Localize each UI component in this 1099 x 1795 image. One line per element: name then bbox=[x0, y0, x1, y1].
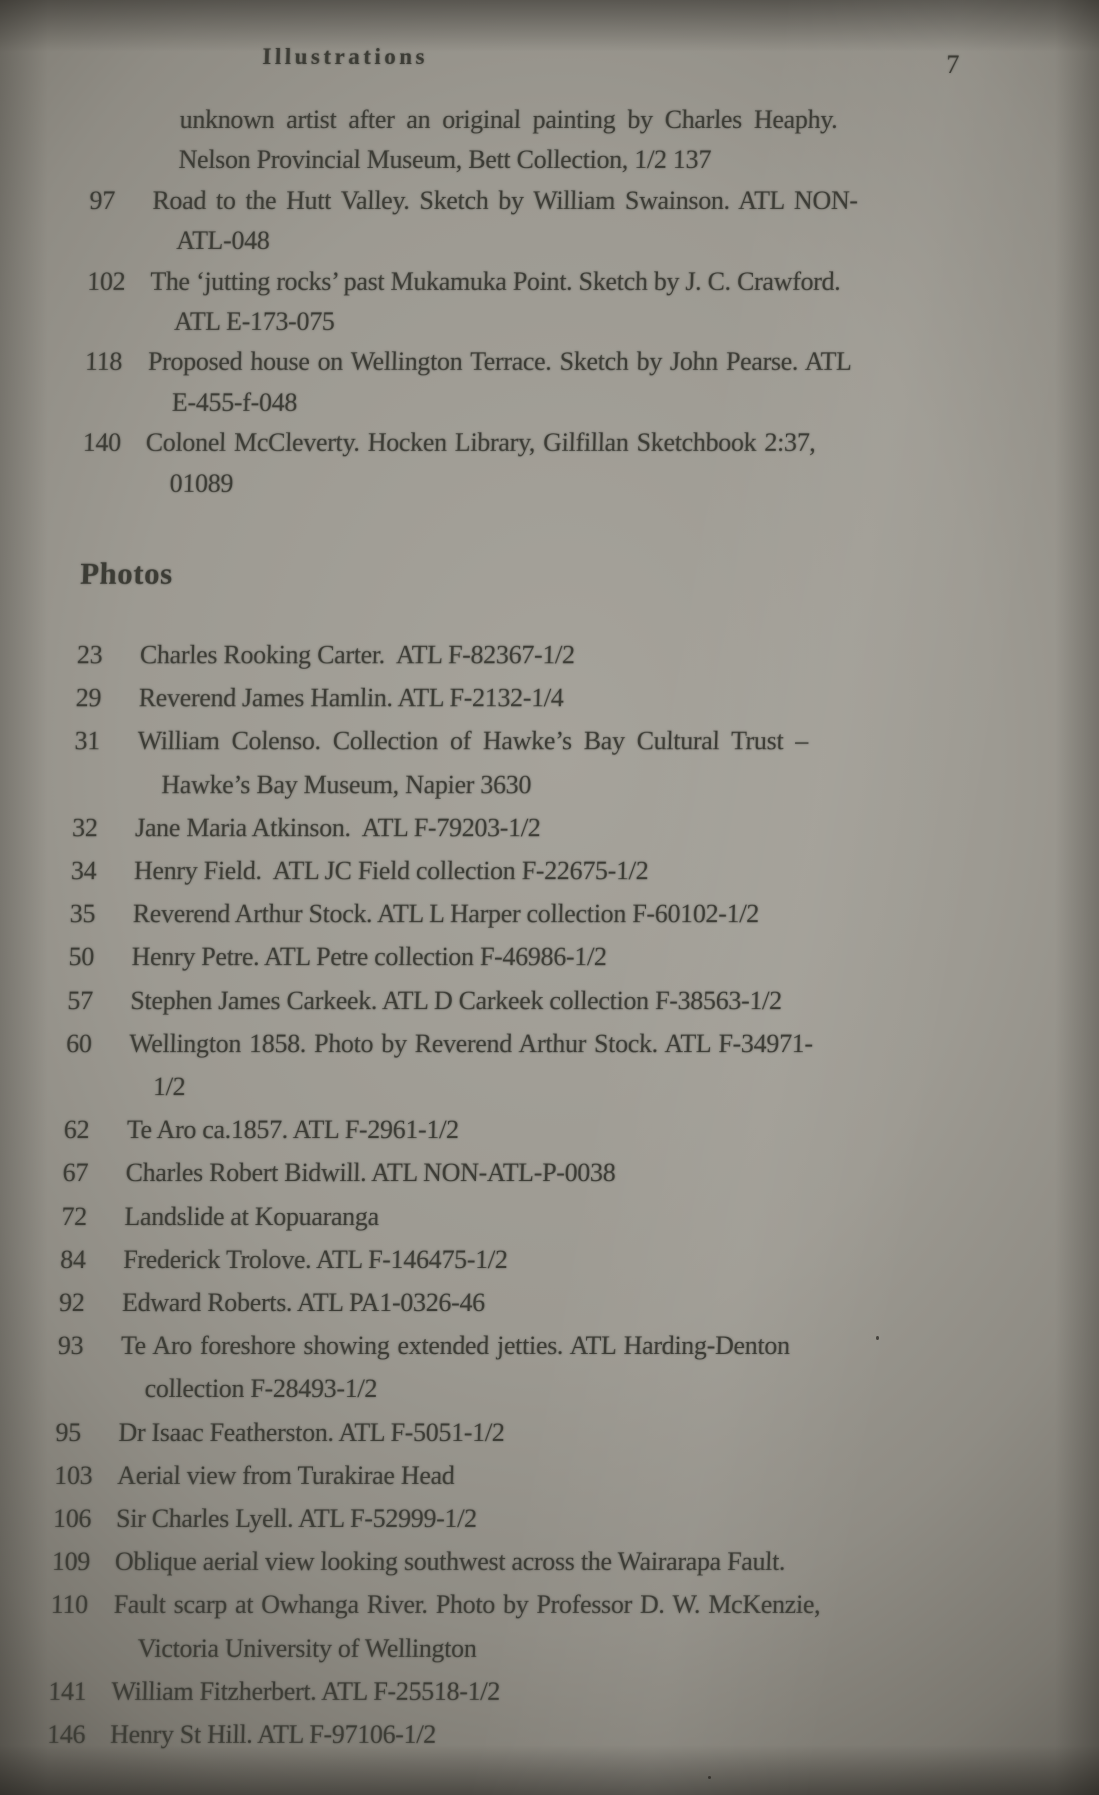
entry-line: ATL-048 bbox=[175, 226, 270, 256]
entry-line: E-455-f-048 bbox=[171, 387, 298, 417]
entry-text bbox=[114, 1540, 936, 1583]
entry-number: 103 bbox=[53, 1460, 93, 1490]
list-entry bbox=[53, 1497, 938, 1540]
entry-line: Reverend Arthur Stock. ATL L Harper collection F-60102-1/2 bbox=[132, 899, 760, 929]
entry-number: 29 bbox=[75, 683, 102, 713]
list-entry bbox=[90, 100, 976, 181]
entry-text bbox=[138, 676, 960, 719]
list-entry bbox=[70, 849, 955, 892]
entry-number: 146 bbox=[46, 1720, 86, 1750]
entry-text bbox=[118, 1411, 940, 1454]
entry-number: 102 bbox=[86, 266, 126, 296]
list-entry bbox=[75, 676, 960, 719]
entry-number: 31 bbox=[74, 726, 101, 756]
list-entry bbox=[56, 1324, 942, 1410]
entry-text bbox=[126, 1108, 948, 1151]
list-entry bbox=[48, 1670, 933, 1713]
entry-text bbox=[130, 979, 952, 1022]
entry-text bbox=[110, 1713, 932, 1756]
running-head: Illustrations bbox=[262, 44, 429, 69]
entry-line: Stephen James Carkeek. ATL D Carkeek collection F-38563-1/2 bbox=[130, 985, 783, 1015]
entry-number: 84 bbox=[59, 1244, 87, 1274]
entry-number: 35 bbox=[69, 899, 96, 929]
list-entry bbox=[63, 1108, 948, 1151]
list-entry bbox=[86, 262, 972, 343]
entry-number: 62 bbox=[63, 1115, 90, 1145]
entry-text bbox=[123, 1238, 945, 1281]
entry-text bbox=[135, 806, 957, 849]
entry-line: Sir Charles Lyell. ATL F-52999-1/2 bbox=[115, 1504, 478, 1534]
entry-line: Road to the Hutt Valley. Sketch by William Swainson. ATL NON- bbox=[152, 185, 859, 215]
entry-line: Proposed house on Wellington Terrace. Sketch by John Pearse. ATL bbox=[147, 347, 852, 377]
page-number: 7 bbox=[945, 50, 960, 79]
list-entry bbox=[51, 1540, 936, 1583]
entry-line: William Fitzherbert. ATL F-25518-1/2 bbox=[110, 1676, 501, 1706]
entry-line: Aerial view from Turakirae Head bbox=[116, 1460, 455, 1490]
entry-line: Dr Isaac Featherston. ATL F-5051-1/2 bbox=[118, 1417, 506, 1447]
list-entry bbox=[88, 181, 974, 262]
entry-number: 67 bbox=[62, 1158, 89, 1188]
entry-number: 106 bbox=[52, 1504, 92, 1534]
photos-list bbox=[0, 633, 1082, 1756]
entry-line: Te Aro ca.1857. ATL F-2961-1/2 bbox=[126, 1115, 460, 1145]
entry-number: 95 bbox=[55, 1417, 82, 1447]
entry-number: 23 bbox=[76, 640, 103, 669]
entry-line: Reverend James Hamlin. ATL F-2132-1/4 bbox=[138, 683, 564, 713]
entry-text bbox=[127, 1022, 950, 1108]
list-entry bbox=[55, 1411, 940, 1454]
entry-number: 93 bbox=[57, 1331, 84, 1361]
entry-text bbox=[139, 633, 961, 676]
entry-line: Hawke’s Bay Museum, Napier 3630 bbox=[160, 769, 532, 799]
entry-text bbox=[132, 892, 954, 935]
entry-number: 141 bbox=[47, 1676, 87, 1706]
entry-text bbox=[149, 262, 972, 343]
entry-line: The ‘jutting rocks’ past Mukamuka Point. Sketch by J. C. Crawford. bbox=[149, 266, 841, 296]
entry-line: Henry Petre. ATL Petre collection F-46986-1/2 bbox=[131, 942, 608, 972]
entry-line: Colonel McCleverty. Hocken Library, Gilfillan Sketchbook 2:37, bbox=[145, 428, 817, 458]
list-entry bbox=[73, 719, 959, 805]
list-entry bbox=[76, 633, 961, 676]
entry-text bbox=[136, 719, 959, 805]
entry-line: William Colenso. Collection of Hawke’s Bay Cultural Trust – bbox=[137, 726, 809, 756]
entry-number: 34 bbox=[70, 856, 97, 886]
list-entry bbox=[72, 806, 957, 849]
entry-line: Henry St Hill. ATL F-97106-1/2 bbox=[109, 1720, 437, 1750]
entry-number: 60 bbox=[65, 1028, 93, 1058]
entry-number: 97 bbox=[89, 185, 116, 215]
entry-number bbox=[90, 100, 155, 181]
entry-text bbox=[133, 849, 955, 892]
entry-number: 110 bbox=[50, 1590, 89, 1620]
entry-line: 1/2 bbox=[152, 1072, 186, 1102]
entry-line: unknown artist after an original painting by Charles Heaphy. bbox=[179, 105, 838, 134]
entry-number: 50 bbox=[68, 942, 95, 972]
list-entry bbox=[61, 1195, 946, 1238]
list-entry bbox=[81, 423, 967, 504]
entry-line: Landslide at Kopuaranga bbox=[124, 1201, 380, 1231]
entry-line: collection F-28493-1/2 bbox=[144, 1374, 378, 1404]
entry-line: Te Aro foreshore showing extended jetties. ATL Harding-Denton bbox=[120, 1331, 791, 1361]
entry-number: 92 bbox=[58, 1288, 85, 1318]
entry-number: 32 bbox=[71, 812, 98, 842]
entry-text bbox=[116, 1497, 938, 1540]
entry-line: Frederick Trolove. ATL F-146475-1/2 bbox=[122, 1244, 508, 1274]
entry-line: Fault scarp at Owhanga River. Photo by Professor D. W. McKenzie, bbox=[113, 1590, 821, 1620]
list-entry bbox=[83, 342, 969, 423]
entry-line: Victoria University of Wellington bbox=[137, 1633, 478, 1663]
entry-line: Charles Robert Bidwill. ATL NON-ATL-P-0038 bbox=[125, 1158, 616, 1188]
list-entry bbox=[68, 935, 953, 978]
entry-text bbox=[125, 1151, 947, 1194]
entry-line: 01089 bbox=[169, 468, 234, 498]
list-entry bbox=[69, 892, 954, 935]
entry-line: Wellington 1858. Photo by Reverend Arthur Stock. ATL F-34971- bbox=[128, 1028, 814, 1058]
entry-text bbox=[119, 1324, 942, 1410]
entry-number: 57 bbox=[67, 985, 94, 1015]
dust-speck bbox=[708, 1776, 711, 1779]
list-entry bbox=[64, 1022, 950, 1108]
entry-line: Nelson Provincial Museum, Bett Collection, 1/2 137 bbox=[178, 145, 712, 175]
entry-text bbox=[121, 1281, 943, 1324]
list-entry bbox=[49, 1583, 935, 1669]
entry-text bbox=[151, 181, 974, 262]
dust-speck bbox=[876, 1336, 879, 1340]
list-entry bbox=[58, 1281, 943, 1324]
entry-text bbox=[153, 100, 976, 181]
entry-line: Edward Roberts. ATL PA1-0326-46 bbox=[121, 1288, 486, 1318]
entry-text bbox=[131, 935, 953, 978]
entry-number: 118 bbox=[84, 347, 123, 377]
list-entry bbox=[60, 1238, 945, 1281]
entry-number: 109 bbox=[51, 1547, 91, 1577]
list-entry bbox=[62, 1151, 947, 1194]
entry-number: 140 bbox=[82, 428, 122, 458]
list-entry bbox=[54, 1454, 939, 1497]
list-entry bbox=[47, 1713, 932, 1756]
entry-text bbox=[112, 1583, 935, 1669]
entry-line: Oblique aerial view looking southwest across the Wairarapa Fault. bbox=[114, 1547, 786, 1577]
entry-line: Jane Maria Atkinson. ATL F-79203-1/2 bbox=[134, 812, 541, 842]
entry-text bbox=[146, 342, 969, 423]
entry-line: Henry Field. ATL JC Field collection F-22675-1/2 bbox=[133, 856, 649, 886]
entry-number: 72 bbox=[61, 1201, 88, 1231]
photos-section-heading: Photos bbox=[79, 556, 174, 591]
entry-line: ATL E-173-075 bbox=[173, 307, 336, 337]
entry-text bbox=[144, 423, 967, 504]
list-entry bbox=[67, 979, 952, 1022]
entry-text bbox=[117, 1454, 939, 1497]
entry-text bbox=[124, 1195, 946, 1238]
entry-line: Charles Rooking Carter. ATL F-82367-1/2 bbox=[139, 640, 576, 669]
entry-text bbox=[111, 1670, 933, 1713]
illustrations-list bbox=[0, 100, 1096, 504]
